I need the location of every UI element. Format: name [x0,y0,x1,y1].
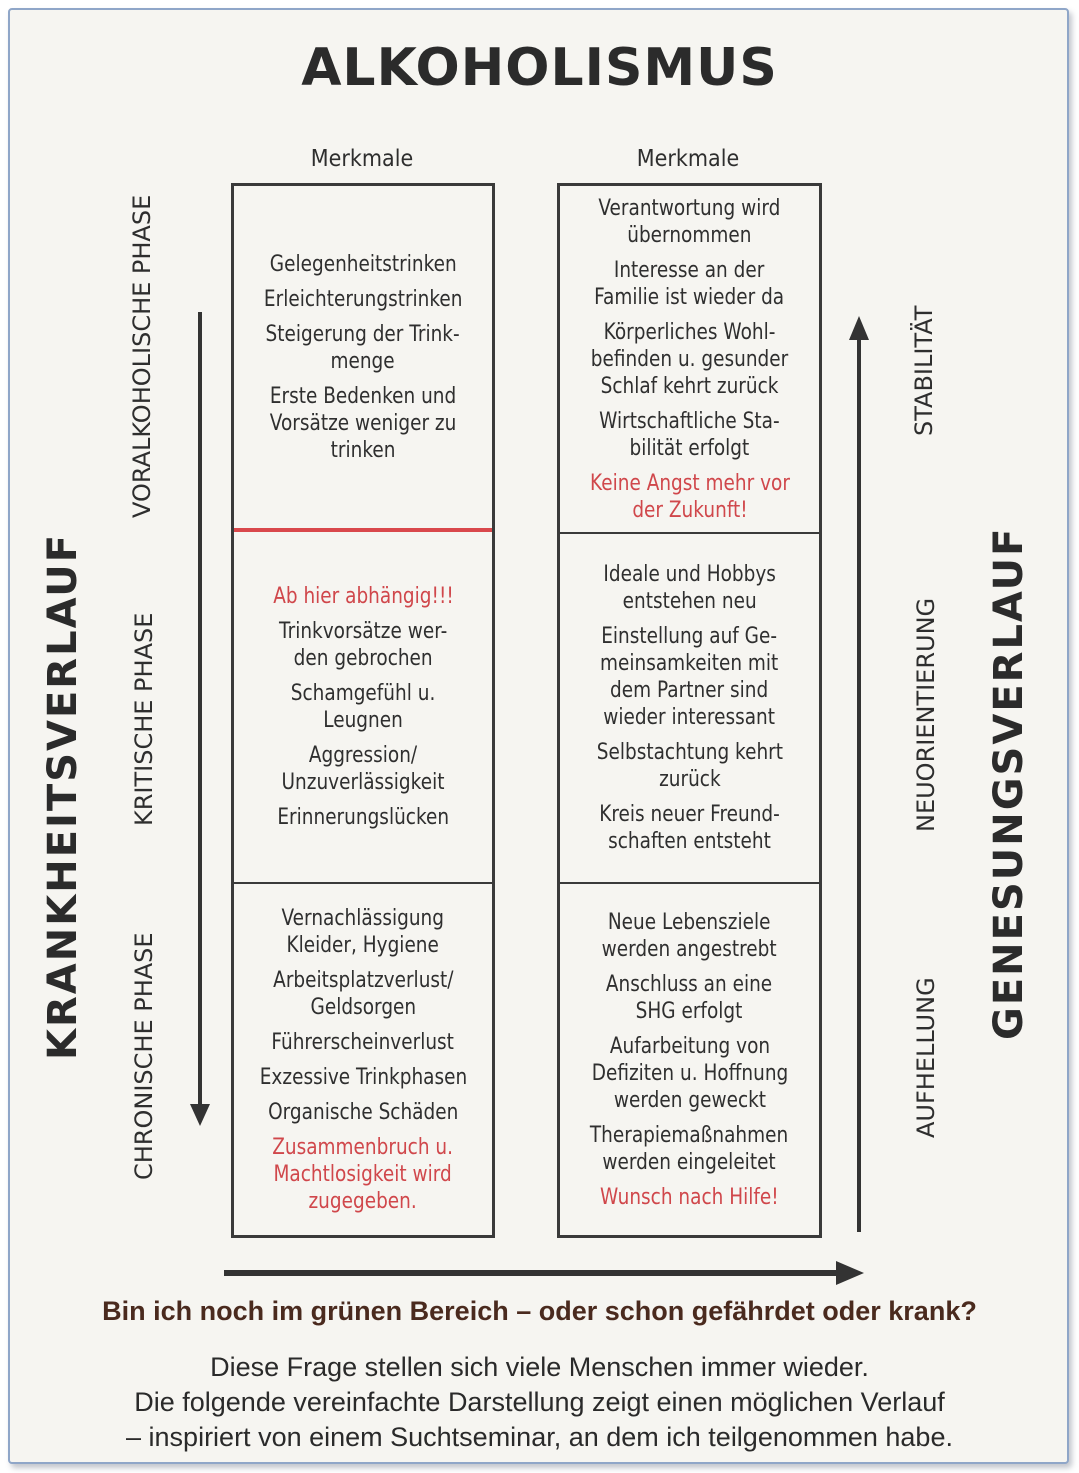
feature-item: Aufarbeitung von Defiziten u. Hoffnung werden geweckt [591,1033,788,1113]
krankheitsverlauf-label: KRANKHEITSVERLAUF [40,532,86,1060]
page-frame [8,8,1069,1464]
feature-item: Aggression/ Unzuverlässigkeit [281,743,445,795]
feature-item: Erste Bedenken und Vorsätze weniger zu trinken [269,383,457,463]
feature-item: Ab hier abhängig!!! [272,584,454,609]
left-column-box [231,183,495,1238]
left-section-kritisch [234,532,492,884]
feature-item: Trinkvorsätze wer- den gebrochen [278,619,448,671]
feature-item: Exzessive Trinkphasen [259,1064,467,1090]
feature-item: Interesse an der Familie ist wieder da [594,257,785,310]
phase-label-chronisch: CHRONISCHE PHASE [130,932,158,1180]
genesungsverlauf-label: GENESUNGSVERLAUF [986,526,1032,1040]
feature-item: Wirtschaftliche Sta- bilität erfolgt [599,408,780,461]
page-title: ALKOHOLISMUS [301,38,778,98]
feature-item: Organische Schäden [267,1099,459,1125]
right-section-stabilitaet [560,186,819,534]
feature-item: Gelegenheitstrinken [269,251,457,277]
feature-item: Neue Lebensziele werden angestrebt [601,909,777,962]
left-section-chronisch [234,884,492,1235]
feature-item: Erinnerungslücken [277,805,449,830]
phase-label-stabilitaet: STABILITÄT [910,305,938,436]
feature-item: Selbstachtung kehrt zurück [596,740,783,792]
phase-label-voralkoholisch: VORALKOHOLISCHE PHASE [128,194,156,518]
feature-item: Steigerung der Trink- menge [265,321,461,374]
feature-item: Ideale und Hobbys entstehen neu [603,562,776,614]
description-line-1: Diese Frage stellen sich viele Menschen immer wieder. [210,1352,869,1382]
feature-item: Wunsch nach Hilfe! [600,1184,779,1210]
feature-item: Kreis neuer Freund- schaften entsteht [599,802,780,854]
description-line-3: – inspiriert von einem Suchtseminar, an dem ich teilgenommen habe. [126,1422,953,1452]
right-section-neuorientierung [560,534,819,884]
description-line-2: Die folgende vereinfachte Darstellung zeigt einen möglichen Verlauf [134,1387,945,1417]
left-section-voralkoholisch [234,186,492,532]
feature-item: Körperliches Wohl- befinden u. gesunder Schlaf kehrt zurück [590,319,789,399]
feature-item: Arbeitsplatzverlust/ Geldsorgen [272,967,454,1020]
right-section-aufhellung [560,884,819,1235]
phase-label-neuorientierung: NEUORIENTIERUNG [912,597,940,832]
feature-item: Führerscheinverlust [271,1029,455,1055]
left-column-header: Merkmale [310,146,414,172]
phase-label-aufhellung: AUFHELLUNG [912,977,940,1138]
feature-item: Einstellung auf Ge- meinsamkeiten mit dem Partner sind wieder interessant [600,624,779,730]
question-heading: Bin ich noch im grünen Bereich – oder schon gefährdet oder krank? [102,1296,977,1326]
feature-item: Zusammenbruch u. Machtlosigkeit wird zugegeben. [272,1134,454,1214]
feature-item: Therapiemaßnahmen werden eingeleitet [590,1122,789,1175]
feature-item: Keine Angst mehr vor der Zukunft! [589,470,790,523]
feature-item: Schamgefühl u. Leugnen [290,681,436,733]
feature-item: Vernachlässigung Kleider, Hygiene [281,905,445,958]
feature-item: Verantwortung wird übernommen [598,195,781,248]
feature-item: Anschluss an eine SHG erfolgt [606,971,773,1024]
right-column-box [557,183,822,1238]
phase-label-kritisch: KRITISCHE PHASE [130,612,158,826]
right-column-header: Merkmale [636,146,740,172]
feature-item: Erleichterungstrinken [263,286,463,312]
